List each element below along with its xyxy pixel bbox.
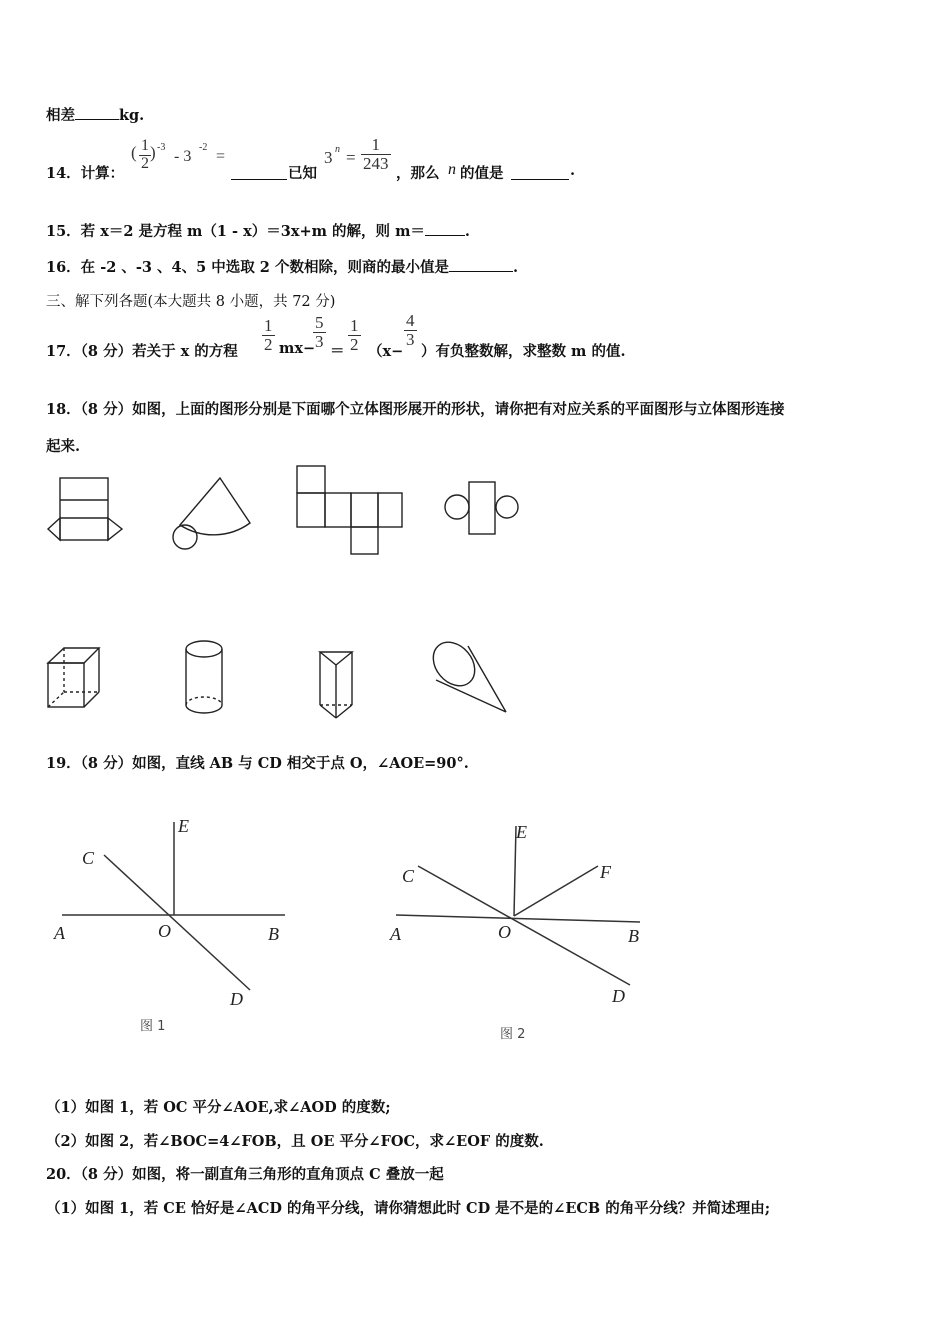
- label-c: C: [82, 848, 95, 868]
- label-o: O: [498, 922, 511, 942]
- label-d: D: [612, 986, 625, 1006]
- q13-tail: 相差 kg.: [46, 107, 145, 124]
- label-a: A: [390, 924, 401, 944]
- label-b: B: [628, 926, 639, 946]
- label-e: E: [178, 816, 189, 836]
- label-o: O: [158, 921, 171, 941]
- label-b: B: [268, 924, 279, 944]
- question-20-part1: （1）如图 1，若 CE 恰好是∠ACD 的角平分线，请你猜想此时 CD 是不是的∠ECB 的角平分线？并简述理由;: [46, 1200, 771, 1217]
- figure-1: [53, 816, 285, 1034]
- line-cd: [418, 866, 630, 985]
- question-19: 19．（8 分）如图，直线 AB 与 CD 相交于点 O，∠AOE=90°.: [46, 755, 469, 772]
- label-a: A: [54, 923, 65, 943]
- question-18-line2: 起来.: [46, 438, 81, 455]
- question-18-line1: 18．（8 分）如图，上面的图形分别是下面哪个立体图形展开的形状，请你把有对应关系的平面图形与立体图形连接: [46, 401, 785, 418]
- question-20: 20．（8 分）如图，将一副直角三角形的直角顶点 C 叠放一起: [46, 1166, 444, 1183]
- question-16: 16．在 -2 、-3 、4、5 中选取 2 个数相除，则商的最小值是 .: [46, 259, 519, 276]
- question-19-part2: （2）如图 2，若∠BOC=4∠FOB，且 OE 平分∠FOC，求∠EOF 的度数.: [46, 1133, 544, 1150]
- line-cd: [104, 855, 250, 990]
- label-e: E: [516, 822, 527, 842]
- question-15: 15．若 x＝2 是方程 m（1 - x）＝3x+m 的解，则 m＝ .: [46, 223, 470, 240]
- question-19-part1: （1）如图 1，若 OC 平分∠AOE,求∠AOD 的度数;: [46, 1099, 391, 1116]
- label-c: C: [402, 866, 415, 886]
- ray-of: [514, 866, 598, 916]
- figure-2-caption: 图 2: [500, 1027, 526, 1042]
- section-title: 三、解下列各题(本大题共 8 小题，共 72 分): [46, 294, 336, 310]
- figure-1-caption: 图 1: [140, 1019, 166, 1034]
- label-f: F: [600, 862, 611, 882]
- line-ab: [396, 915, 640, 922]
- label-d: D: [230, 989, 243, 1009]
- figure-2: [389, 822, 640, 1042]
